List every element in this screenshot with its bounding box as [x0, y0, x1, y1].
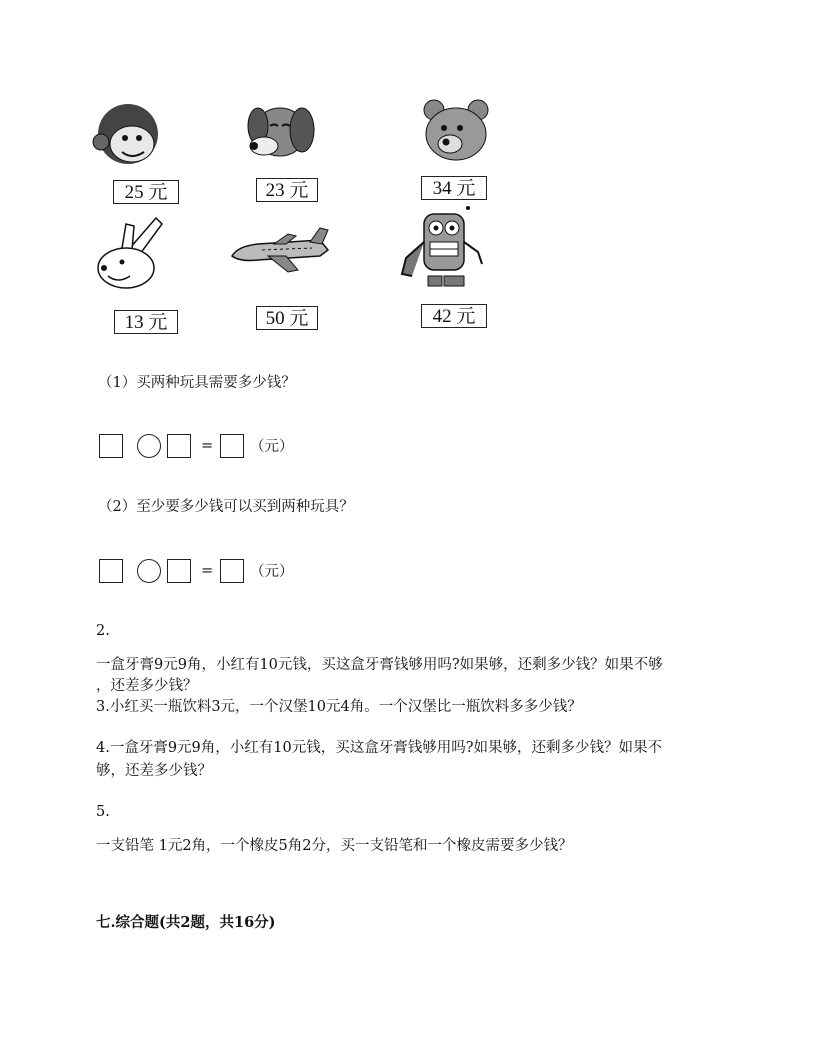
rabbit-price-tag: 13 元	[114, 310, 178, 334]
problem-5-number: 5.	[96, 804, 110, 820]
q1-result-box[interactable]	[220, 434, 244, 458]
monkey-toy-image	[92, 100, 164, 172]
robot-toy-image	[398, 202, 494, 298]
robot-price-tag: 42 元	[421, 304, 487, 328]
q2-answer-box-2[interactable]	[167, 559, 191, 583]
dog-toy-image	[240, 102, 320, 164]
question-2-text: （2）至少要多少钱可以买到两种玩具？	[98, 499, 354, 515]
problem-4-line-2: 够，还差多少钱？	[96, 763, 212, 779]
problem-5-text: 一支铅笔 1元2角，一个橡皮5角2分，买一支铅笔和一个橡皮需要多少钱？	[96, 838, 573, 854]
problem-4-line-1: 4.一盒牙膏9元9角，小红有10元钱，买这盒牙膏钱够用吗?如果够，还剩多少钱？如果不	[96, 740, 663, 756]
q2-unit-label: （元）	[250, 564, 294, 580]
q2-result-box[interactable]	[220, 559, 244, 583]
dog-price-tag: 23 元	[256, 178, 318, 202]
problem-3-text: 3.小红买一瓶饮料3元，一个汉堡10元4角。一个汉堡比一瓶饮料多多少钱？	[96, 699, 582, 715]
airplane-price-tag: 50 元	[256, 306, 318, 330]
q2-answer-box-1[interactable]	[99, 559, 123, 583]
problem-2-line-1: 一盒牙膏9元9角，小红有10元钱，买这盒牙膏钱够用吗?如果够，还剩多少钱？如果不够	[96, 657, 663, 673]
airplane-toy-image	[228, 226, 332, 276]
q2-operator-circle[interactable]	[137, 559, 161, 583]
q1-operator-circle[interactable]	[137, 434, 161, 458]
bear-toy-image	[420, 98, 492, 162]
q1-unit-label: （元）	[250, 439, 294, 455]
question-1-text: （1）买两种玩具需要多少钱？	[98, 375, 296, 391]
q1-equals-sign: =	[201, 438, 214, 454]
bear-price-tag: 34 元	[421, 176, 487, 200]
rabbit-toy-image	[92, 214, 170, 292]
q1-answer-box-2[interactable]	[167, 434, 191, 458]
section-heading: 七.综合题(共2题，共16分)	[96, 914, 276, 931]
q1-answer-box-1[interactable]	[99, 434, 123, 458]
monkey-price-tag: 25 元	[113, 180, 179, 204]
q2-equals-sign: =	[201, 563, 214, 579]
problem-2-line-2: ，还差多少钱？	[96, 678, 198, 694]
problem-2-number: 2.	[96, 623, 110, 639]
